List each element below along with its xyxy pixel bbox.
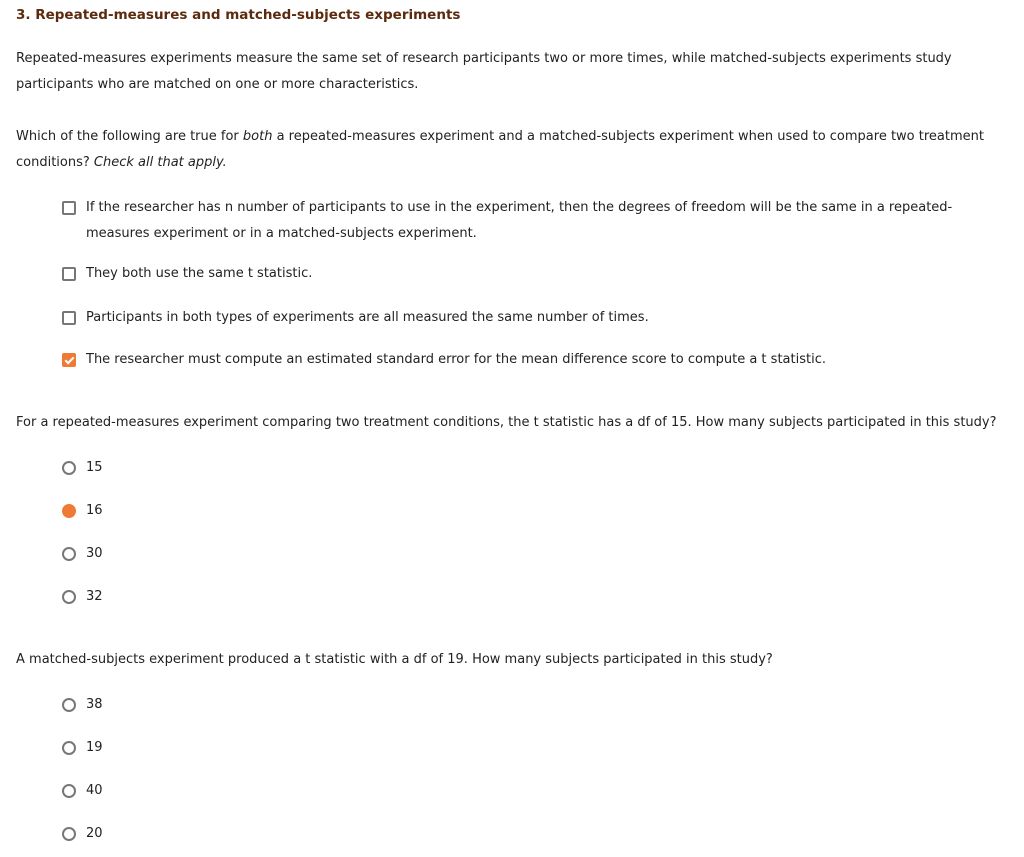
checkbox-checked[interactable] bbox=[62, 353, 76, 367]
q2-option-3-label: 30 bbox=[86, 546, 103, 561]
q1-prompt bbox=[16, 124, 1006, 176]
section-title: 3. Repeated-measures and matched-subjects experiments bbox=[16, 7, 461, 23]
q1-option-2-label: They both use the same t statistic. bbox=[86, 266, 313, 281]
q2-option-1[interactable] bbox=[62, 455, 103, 481]
radio-button[interactable] bbox=[62, 461, 76, 475]
q1-option-1[interactable] bbox=[62, 195, 962, 247]
q3-option-3-label: 40 bbox=[86, 783, 103, 798]
q1-instruction: Check all that apply. bbox=[93, 155, 227, 170]
q3-option-1-label: 38 bbox=[86, 697, 103, 712]
radio-button[interactable] bbox=[62, 547, 76, 561]
q3-option-1[interactable] bbox=[62, 692, 103, 718]
q1-option-4[interactable] bbox=[62, 347, 826, 373]
q1-option-3[interactable] bbox=[62, 305, 649, 331]
checkbox[interactable] bbox=[62, 201, 76, 215]
radio-button[interactable] bbox=[62, 784, 76, 798]
q1-prompt-emphasis: both bbox=[242, 129, 273, 144]
radio-button[interactable] bbox=[62, 698, 76, 712]
intro-paragraph: Repeated-measures experiments measure the same set of research participants two or more times, while matched-subjects experiments study participants who are matched on one or more characteristics. bbox=[16, 51, 952, 92]
radio-button[interactable] bbox=[62, 741, 76, 755]
q2-option-1-label: 15 bbox=[86, 460, 103, 475]
q1-prompt-part2: a repeated-measures experiment and a matched-subjects experiment when used to compare two treatment conditions? bbox=[16, 129, 984, 170]
q1-option-1-label: If the researcher has n number of participants to use in the experiment, then the degrees of freedom will be the same in a repeated-measures experiment or in a matched-subjects experiment. bbox=[86, 200, 953, 241]
radio-button[interactable] bbox=[62, 590, 76, 604]
q3-prompt: A matched-subjects experiment produced a t statistic with a df of 19. How many subjects participated in this study? bbox=[16, 652, 773, 667]
q2-option-2-label: 16 bbox=[86, 503, 103, 518]
q1-prompt-part1: Which of the following are true for bbox=[16, 129, 243, 144]
q3-option-2[interactable] bbox=[62, 735, 103, 761]
q2-option-4-label: 32 bbox=[86, 589, 103, 604]
q3-option-2-label: 19 bbox=[86, 740, 103, 755]
radio-button-selected[interactable] bbox=[62, 504, 76, 518]
q2-option-4[interactable] bbox=[62, 584, 103, 610]
checkbox[interactable] bbox=[62, 267, 76, 281]
q3-option-4-label: 20 bbox=[86, 826, 103, 841]
q3-option-3[interactable] bbox=[62, 778, 103, 804]
q1-option-3-label: Participants in both types of experiments are all measured the same number of times. bbox=[86, 310, 649, 325]
radio-button[interactable] bbox=[62, 827, 76, 841]
checkbox[interactable] bbox=[62, 311, 76, 325]
q3-option-4[interactable] bbox=[62, 821, 103, 847]
q1-option-4-label: The researcher must compute an estimated standard error for the mean difference score to compute a t statistic. bbox=[86, 352, 826, 367]
q2-prompt: For a repeated-measures experiment comparing two treatment conditions, the t statistic has a df of 15. How many subjects participated in this study? bbox=[16, 415, 997, 430]
q1-option-2[interactable] bbox=[62, 261, 312, 287]
q2-option-2[interactable] bbox=[62, 498, 103, 524]
q2-option-3[interactable] bbox=[62, 541, 103, 567]
